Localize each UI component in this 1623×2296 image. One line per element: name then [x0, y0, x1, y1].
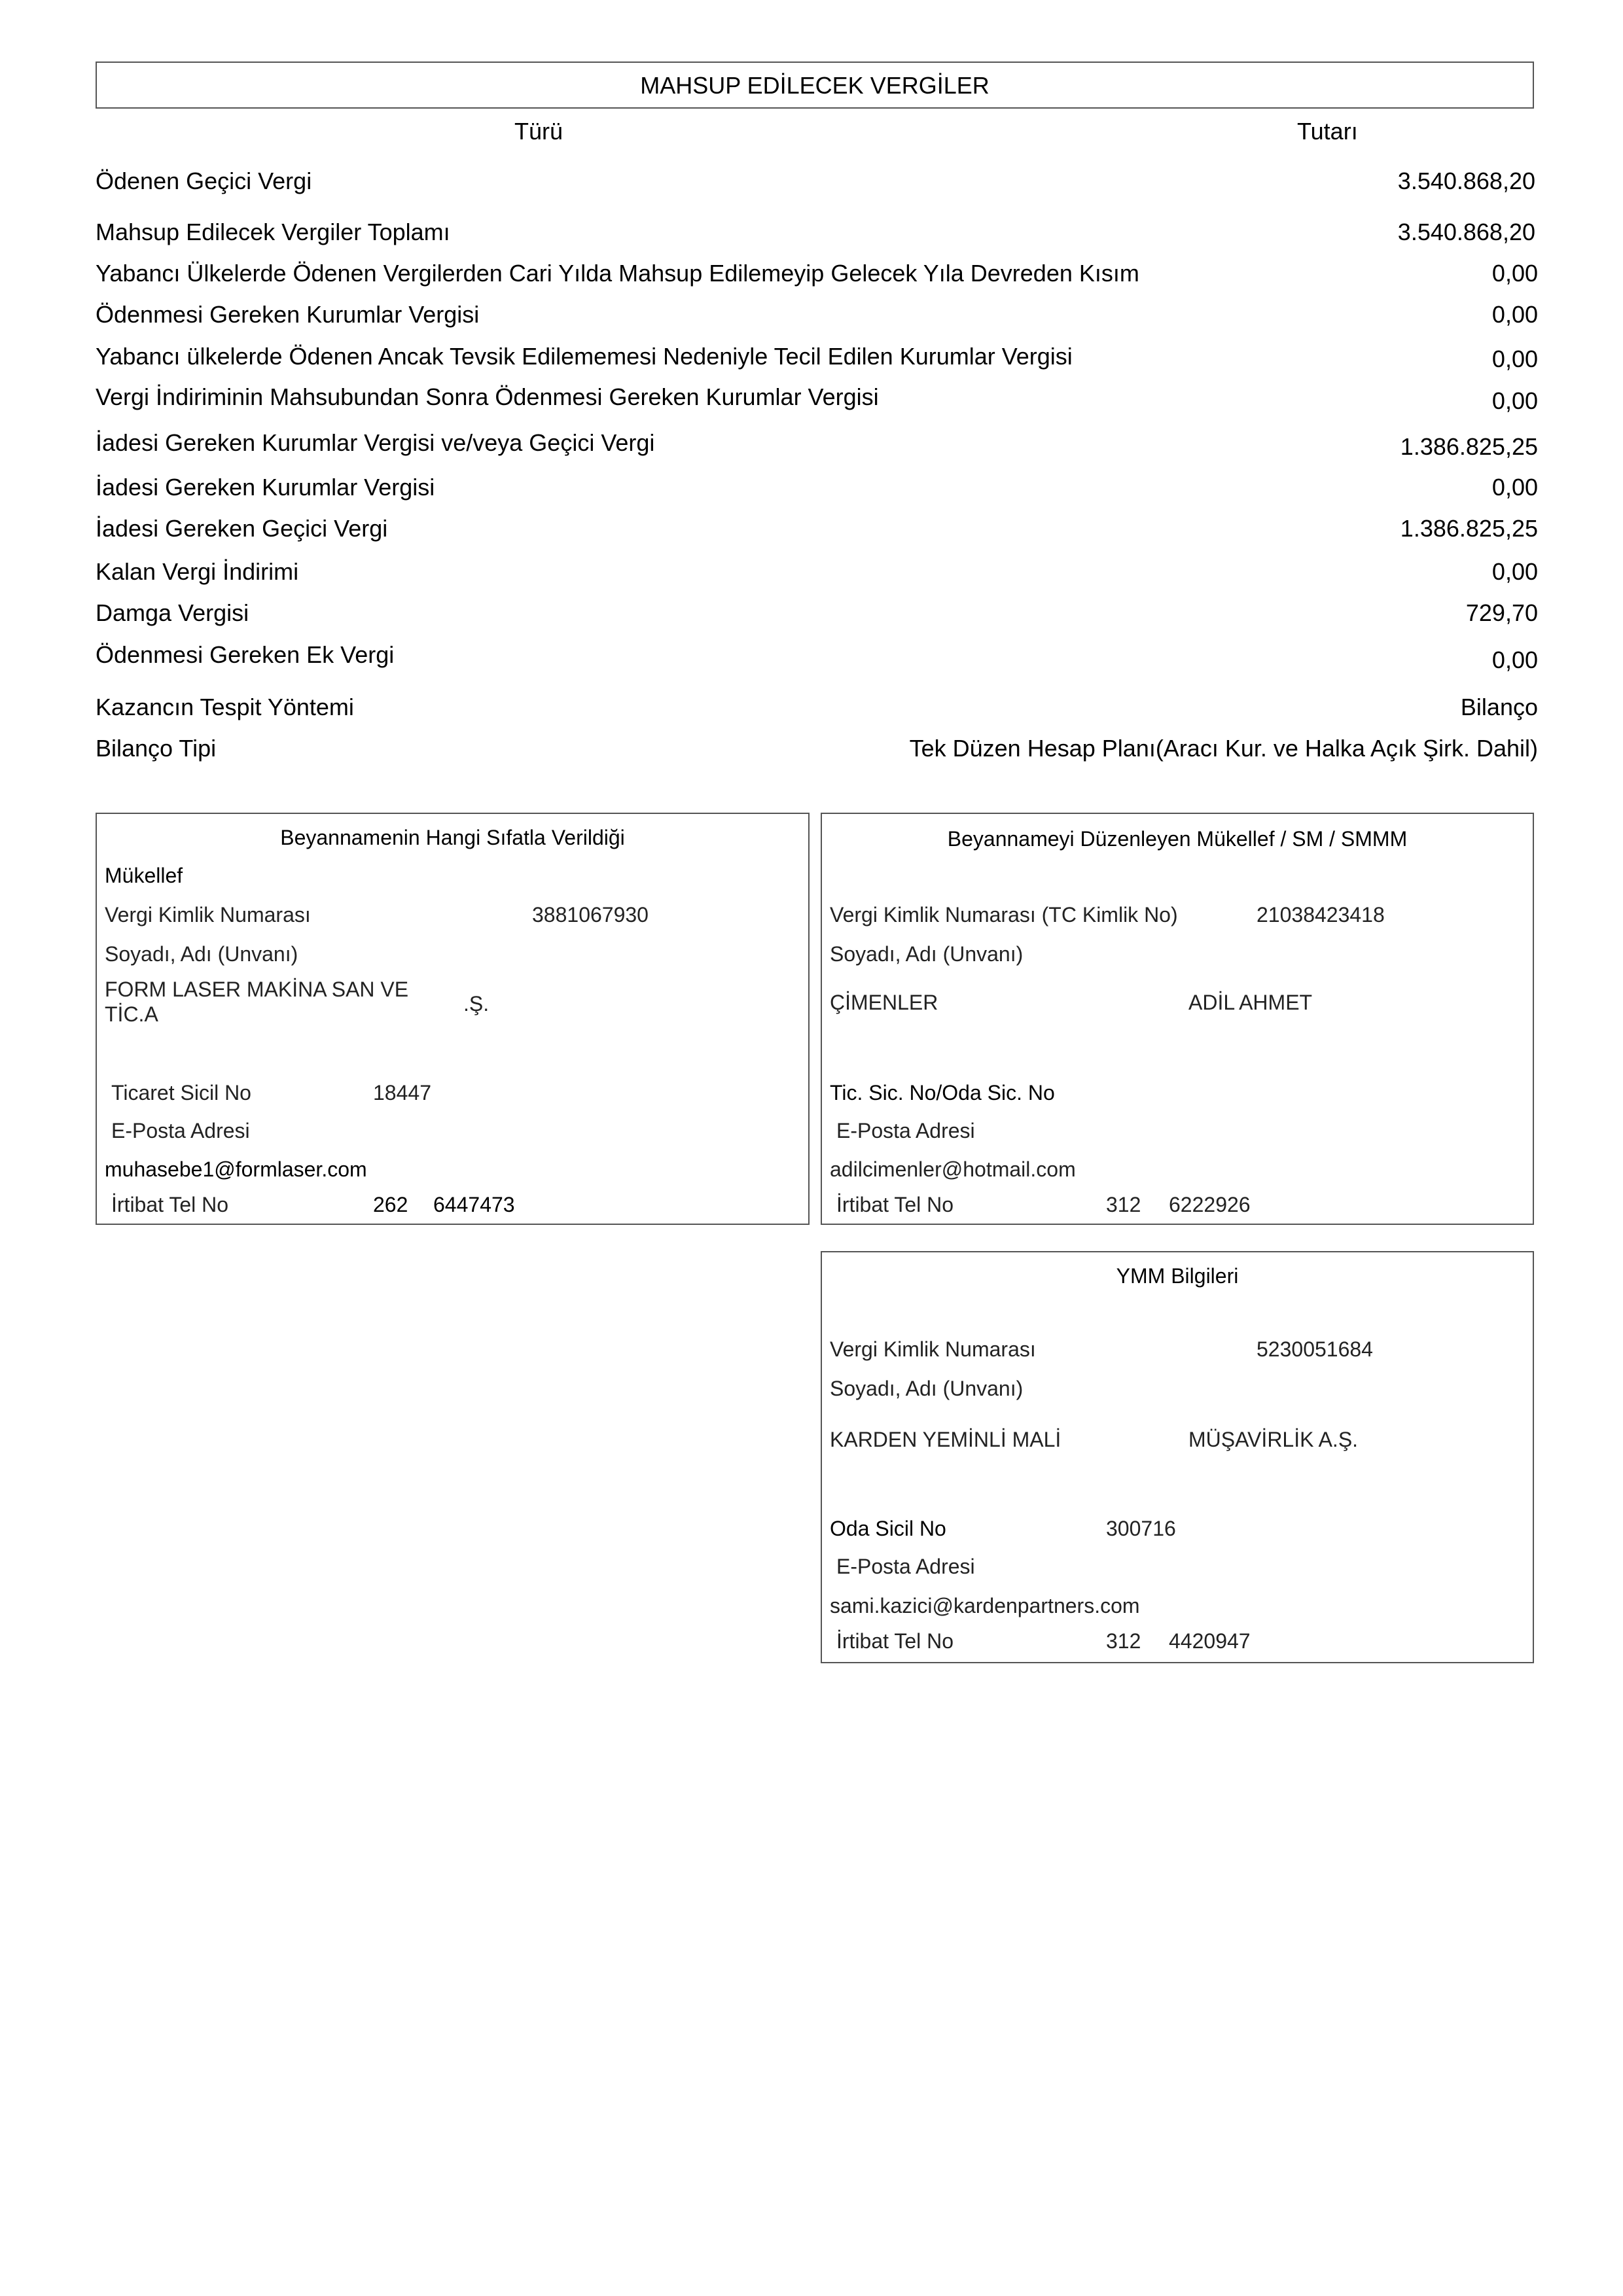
declarant-capacity: Mükellef — [105, 864, 183, 887]
row-label: Vergi İndiriminin Mahsubundan Sonra Ödenmesi Gereken Kurumlar Vergisi — [96, 383, 879, 410]
preparer-phone-number: 6222926 — [1169, 1193, 1251, 1216]
preparer-phone-label: İrtibat Tel No — [836, 1193, 954, 1216]
declarant-phone-number: 6447473 — [433, 1193, 515, 1216]
row-label: Kalan Vergi İndirimi — [96, 558, 299, 585]
ymm-phone-area: 312 — [1106, 1629, 1141, 1653]
preparer-name-label: Soyadı, Adı (Unvanı) — [830, 942, 1024, 966]
preparer-given-name: ADİL AHMET — [1188, 991, 1313, 1014]
row-value: 3.540.868,20 — [1397, 219, 1535, 245]
preparer-vkn: 21038423418 — [1257, 903, 1385, 927]
row-value: 0,00 — [1491, 301, 1538, 328]
declarant-name-label: Soyadı, Adı (Unvanı) — [105, 942, 298, 966]
preparer-email-label: E-Posta Adresi — [836, 1119, 975, 1142]
ymm-vkn-label: Vergi Kimlik Numarası — [830, 1337, 1036, 1361]
declarant-vkn: 3881067930 — [532, 903, 649, 927]
row-value: 0,00 — [1491, 260, 1538, 287]
ymm-name-label: Soyadı, Adı (Unvanı) — [830, 1377, 1024, 1400]
row-value: Tek Düzen Hesap Planı(Aracı Kur. ve Halka Açık Şirk. Dahil) — [909, 735, 1538, 762]
ymm-name-part2: MÜŞAVİRLİK A.Ş. — [1188, 1428, 1359, 1451]
ymm-reg-label: Oda Sicil No — [830, 1517, 946, 1540]
column-header-amount: Tutarı — [1297, 118, 1358, 145]
preparer-email: adilcimenler@hotmail.com — [830, 1157, 1076, 1181]
preparer-reg-label: Tic. Sic. No/Oda Sic. No — [830, 1081, 1055, 1104]
row-value: 0,00 — [1491, 387, 1538, 414]
declarant-name-line1: FORM LASER MAKİNA SAN VE — [105, 978, 409, 1001]
preparer-title: Beyannameyi Düzenleyen Mükellef / SM / SMMM — [947, 827, 1408, 851]
row-label: İadesi Gereken Kurumlar Vergisi ve/veya Geçici Vergi — [96, 429, 655, 456]
ymm-vkn: 5230051684 — [1257, 1337, 1373, 1361]
ymm-phone-label: İrtibat Tel No — [836, 1629, 954, 1653]
declarant-name-suffix: .Ş. — [463, 992, 490, 1016]
declarant-name-line2: TİC.A — [105, 1002, 158, 1026]
row-value: 0,00 — [1491, 646, 1538, 673]
preparer-box — [821, 813, 1534, 1225]
column-header-type: Türü — [514, 118, 563, 145]
ymm-email: sami.kazici@kardenpartners.com — [830, 1594, 1140, 1617]
ymm-reg: 300716 — [1106, 1517, 1176, 1540]
preparer-vkn-label: Vergi Kimlik Numarası (TC Kimlik No) — [830, 903, 1178, 927]
row-label: Ödenmesi Gereken Kurumlar Vergisi — [96, 301, 480, 328]
row-label: Bilanço Tipi — [96, 735, 217, 762]
row-value: Bilanço — [1460, 694, 1538, 720]
ymm-box — [821, 1251, 1534, 1663]
row-label: Ödenen Geçici Vergi — [96, 168, 312, 194]
ymm-title: YMM Bilgileri — [1116, 1264, 1239, 1288]
declarant-phone-area: 262 — [373, 1193, 408, 1216]
row-value: 1.386.825,25 — [1400, 515, 1538, 542]
row-label: Damga Vergisi — [96, 599, 249, 626]
row-label: Yabancı ülkelerde Ödenen Ancak Tevsik Edilememesi Nedeniyle Tecil Edilen Kurumlar Vergisi — [96, 343, 1073, 370]
declarant-trade-reg: 18447 — [373, 1081, 431, 1104]
declarant-vkn-label: Vergi Kimlik Numarası — [105, 903, 311, 927]
row-value: 0,00 — [1491, 474, 1538, 501]
row-value: 0,00 — [1491, 558, 1538, 585]
declarant-title: Beyannamenin Hangi Sıfatla Verildiği — [280, 826, 625, 849]
row-value: 729,70 — [1465, 599, 1538, 626]
row-label: Kazancın Tespit Yöntemi — [96, 694, 354, 720]
row-label: Ödenmesi Gereken Ek Vergi — [96, 641, 395, 668]
ymm-phone-number: 4420947 — [1169, 1629, 1251, 1653]
ymm-email-label: E-Posta Adresi — [836, 1555, 975, 1578]
declarant-box — [96, 813, 810, 1225]
row-label: Mahsup Edilecek Vergiler Toplamı — [96, 219, 450, 245]
row-label: Yabancı Ülkelerde Ödenen Vergilerden Cari Yılda Mahsup Edilemeyip Gelecek Yıla Devreden Kısım — [96, 260, 1139, 287]
declarant-phone-label: İrtibat Tel No — [111, 1193, 229, 1216]
table-title: MAHSUP EDİLECEK VERGİLER — [640, 72, 990, 99]
declarant-email: muhasebe1@formlaser.com — [105, 1157, 367, 1181]
row-value: 0,00 — [1491, 345, 1538, 372]
row-value: 1.386.825,25 — [1400, 433, 1538, 460]
row-label: İadesi Gereken Kurumlar Vergisi — [96, 474, 435, 501]
preparer-phone-area: 312 — [1106, 1193, 1141, 1216]
declarant-trade-reg-label: Ticaret Sicil No — [111, 1081, 251, 1104]
table-title-box — [96, 62, 1534, 109]
ymm-name-part1: KARDEN YEMİNLİ MALİ — [830, 1428, 1061, 1451]
row-label: İadesi Gereken Geçici Vergi — [96, 515, 388, 542]
row-value: 3.540.868,20 — [1397, 168, 1535, 194]
preparer-surname: ÇİMENLER — [830, 991, 938, 1014]
declarant-email-label: E-Posta Adresi — [111, 1119, 250, 1142]
